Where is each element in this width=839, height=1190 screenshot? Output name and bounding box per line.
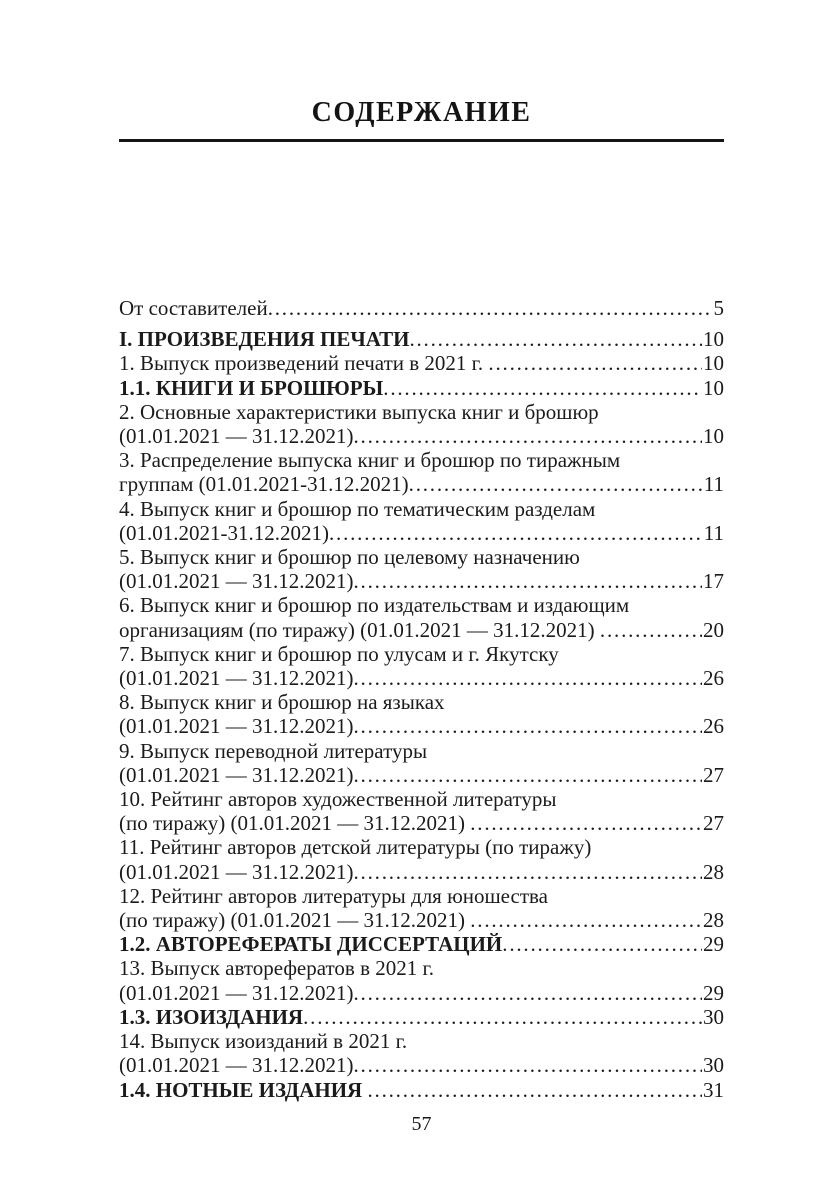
toc-entry-lastline [119,811,724,835]
toc-entry [119,296,724,320]
dot-leader [367,1078,702,1102]
toc-entry-lastline [119,908,724,932]
toc-entry [119,593,724,641]
toc-entry [119,690,724,738]
toc-page-number: 30 [703,1004,724,1029]
toc-entry-lastline [119,1053,724,1077]
toc-entry-lastline [119,1078,724,1102]
toc-entry-text: 7. Выпуск книг и брошюр по улусам и г. Якутску [119,641,559,666]
toc-entry-lastline [119,666,724,690]
toc-entry-text: 13. Выпуск авторефератов в 2021 г. [119,956,434,981]
footer-page-number: 57 [411,1113,432,1135]
toc-entry-lastline [119,327,724,351]
toc-page-number: 20 [703,617,724,642]
toc-entry [119,835,724,883]
toc-entry-text: 1.1. КНИГИ И БРОШЮРЫ [119,375,384,400]
toc-entry-text: (01.01.2021-31.12.2021) [119,520,329,545]
toc-entry-text: 1. Выпуск произведений печати в 2021 г. [119,351,489,376]
toc-entry-text: 10. Рейтинг авторов художественной литературы [119,787,557,812]
toc-entry [119,932,724,956]
toc-entry-text: (01.01.2021 — 31.12.2021) [119,1053,354,1078]
toc-page-number: 31 [703,1077,724,1102]
toc-entry-text: 2. Основные характеристики выпуска книг и брошюр [119,399,599,424]
toc-entry-text: I. ПРОИЗВЕДЕНИЯ ПЕЧАТИ [119,327,410,352]
toc-entry-text: 1.3. ИЗОИЗДАНИЯ [119,1004,304,1029]
dot-leader [354,981,703,1005]
toc-entry-text: (01.01.2021 — 31.12.2021) [119,859,354,884]
toc-page-number: 27 [703,762,724,787]
toc-entry-text: 1.2. АВТОРЕФЕРАТЫ ДИССЕРТАЦИЙ [119,932,503,957]
toc-page-number: 29 [703,980,724,1005]
toc-entry-lastline [119,424,724,448]
toc-entry-lastline [119,618,724,642]
toc-entry-text: организациям (по тиражу) (01.01.2021 — 31.12.2021) [119,617,600,642]
toc-page-number: 11 [703,472,724,497]
toc-page-number: 28 [703,908,724,933]
toc-page-number: 5 [713,296,724,320]
toc-entry-text: 9. Выпуск переводной литературы [119,738,428,763]
toc-entry-text: 11. Рейтинг авторов детской литературы (по тиражу) [119,835,592,860]
toc-entry-text: (01.01.2021 — 31.12.2021) [119,762,354,787]
dot-leader [354,569,703,593]
toc-entry-lastline [119,472,724,496]
toc-entry-lastline [119,714,724,738]
toc-page-number: 11 [703,520,724,545]
toc-entry [119,376,724,400]
toc-page-number: 30 [703,1053,724,1078]
toc-entry-text: (01.01.2021 — 31.12.2021) [119,424,354,449]
dot-leader [470,908,702,932]
toc-page-number: 17 [703,569,724,594]
toc-entry-lastline [119,981,724,1005]
toc-page-number: 10 [703,375,724,400]
page-content [119,0,724,1190]
toc-page-number: 10 [703,351,724,376]
toc-entry-text: группам (01.01.2021-31.12.2021) [119,472,409,497]
toc-entry [119,739,724,787]
toc-page-number: 26 [703,666,724,691]
toc-entry-text: (01.01.2021 — 31.12.2021) [119,714,354,739]
dot-leader [600,618,702,642]
toc-entry-text: 6. Выпуск книг и брошюр по издательствам и издающим [119,593,630,618]
dot-leader [354,714,703,738]
toc-entry [119,351,724,375]
toc-page-number: 10 [703,327,724,352]
toc-entry [119,787,724,835]
toc-entry-text: 8. Выпуск книг и брошюр на языках [119,690,445,715]
toc-entry-lastline [119,1005,724,1029]
toc-entry-lastline [119,569,724,593]
toc-page-number: 29 [703,932,724,957]
toc-page-number: 27 [703,811,724,836]
toc-list [119,296,724,1102]
toc-entry-text: 12. Рейтинг авторов литературы для юношества [119,883,548,908]
dot-leader [354,1053,703,1077]
dot-leader [488,351,702,375]
page-title: СОДЕРЖАНИЕ [311,97,532,128]
dot-leader [329,521,703,545]
toc-entry [119,448,724,496]
toc-entry [119,956,724,1004]
toc-entry [119,327,724,351]
toc-entry-lastline [119,763,724,787]
toc-entry-text: 1.4. НОТНЫЕ ИЗДАНИЯ [119,1077,368,1102]
dot-leader [409,327,702,351]
dot-leader [470,811,702,835]
title-divider [119,139,724,142]
dot-leader [354,860,703,884]
dot-leader [354,763,703,787]
dot-leader [354,424,703,448]
toc-entry-text: 14. Выпуск изоизданий в 2021 г. [119,1029,408,1054]
dot-leader [268,296,713,320]
toc-entry-lastline [119,860,724,884]
toc-entry-text: (по тиражу) (01.01.2021 — 31.12.2021) [119,811,471,836]
toc-entry [119,884,724,932]
toc-entry-lastline [119,351,724,375]
toc-entry [119,497,724,545]
toc-entry-text: 3. Распределение выпуска книг и брошюр по тиражным [119,448,621,473]
toc-entry [119,1078,724,1102]
toc-entry [119,1029,724,1077]
dot-leader [502,932,702,956]
dot-leader [354,666,703,690]
toc-entry [119,545,724,593]
toc-page-number: 10 [703,424,724,449]
toc-entry-text: (01.01.2021 — 31.12.2021) [119,569,354,594]
toc-entry-text: 5. Выпуск книг и брошюр по целевому назначению [119,545,580,570]
toc-entry [119,1005,724,1029]
toc-entry-text: От составителей [119,296,268,320]
toc-entry [119,642,724,690]
toc-entry-lastline [119,932,724,956]
toc-entry-text: (01.01.2021 — 31.12.2021) [119,666,354,691]
toc-entry-lastline [119,376,724,400]
toc-entry-text: (01.01.2021 — 31.12.2021) [119,980,354,1005]
toc-entry-text: (по тиражу) (01.01.2021 — 31.12.2021) [119,908,471,933]
toc-entry-lastline [119,296,724,320]
dot-leader [383,376,702,400]
toc-entry-text: 4. Выпуск книг и брошюр по тематическим разделам [119,496,596,521]
dot-leader [303,1005,702,1029]
toc-entry-lastline [119,521,724,545]
toc-page-number: 28 [703,859,724,884]
toc-entry [119,400,724,448]
toc-page-number: 26 [703,714,724,739]
dot-leader [409,472,703,496]
